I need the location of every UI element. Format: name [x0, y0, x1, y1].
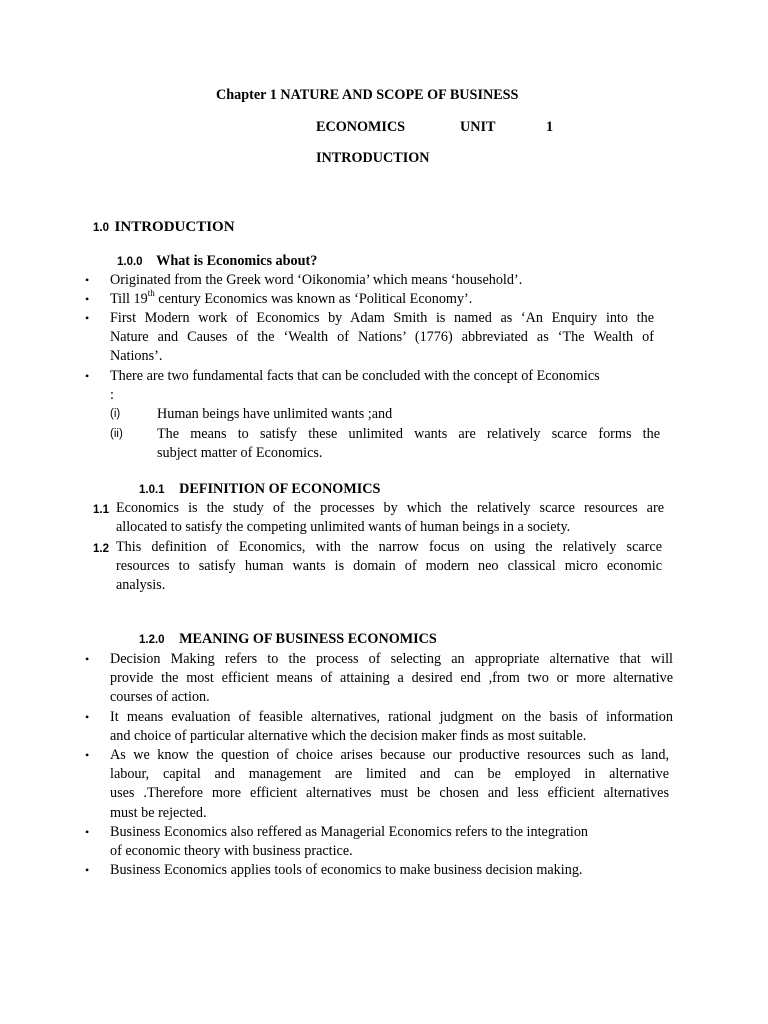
sub-item-line: subject matter of Economics.	[157, 445, 323, 462]
chapter-title: Chapter 1 NATURE AND SCOPE OF BUSINESS	[216, 87, 519, 103]
subsection-heading-meaning	[139, 630, 437, 650]
bullet-icon: •	[85, 311, 90, 325]
paragraph-line: analysis.	[116, 577, 166, 594]
list-item	[110, 823, 650, 861]
list-item-line: and choice of particular alternative which the decision maker finds as most suitable.	[110, 728, 587, 745]
list-item-line: Nature and Causes of the ‘Wealth of Nations’ (1776) abbreviated as ‘The Wealth of	[110, 329, 654, 346]
list-item-line: It means evaluation of feasible alternatives, rational judgment on the basis of information	[110, 709, 673, 725]
title-economics: ECONOMICS	[316, 119, 406, 135]
sub-item-label: (i)	[110, 408, 121, 420]
paragraph-number: 1.2	[93, 543, 109, 555]
list-item-line: Nations’.	[110, 348, 163, 365]
list-item-line: courses of action.	[110, 689, 210, 706]
title-introduction: INTRODUCTION	[316, 150, 430, 166]
subsection-title: MEANING OF BUSINESS ECONOMICS	[179, 631, 437, 647]
definition-paragraph	[116, 499, 664, 537]
list-item-text: Till 19	[110, 291, 148, 307]
definition-paragraph	[116, 538, 662, 596]
subsection-number: 1.0.0	[117, 256, 143, 268]
paragraph-line: Economics is the study of the processes by which the relatively scarce resources are	[116, 500, 664, 516]
bullet-icon: •	[85, 825, 90, 839]
superscript: th	[147, 288, 155, 299]
bullet-icon: •	[85, 652, 90, 666]
sub-item-line: The means to satisfy these unlimited wants are relatively scarce forms the	[157, 426, 660, 442]
paragraph-number: 1.1	[93, 504, 109, 516]
list-item-line: must be rejected.	[110, 804, 207, 821]
list-item-line: Business Economics also reffered as Managerial Economics refers to the integration	[110, 824, 589, 840]
subsection-heading-what-is-economics	[117, 252, 317, 272]
subsection-title: DEFINITION OF ECONOMICS	[179, 481, 381, 497]
list-item	[110, 290, 472, 309]
subsection-title: What is Economics about?	[156, 253, 318, 269]
list-item-line: Decision Making refers to the process of selecting an appropriate alternative that will	[110, 651, 673, 667]
list-item: Originated from the Greek word ‘Oikonomia’ which means ‘household’.	[110, 272, 523, 288]
list-item	[110, 367, 650, 405]
sub-item-label: (ii)	[110, 428, 123, 440]
paragraph-line: resources to satisfy human wants is domain of modern neo classical micro economic	[116, 558, 662, 575]
section-heading-introduction	[93, 218, 235, 238]
title-unit: UNIT	[460, 119, 496, 135]
list-item-text: century Economics was known as ‘Political Economy’.	[154, 291, 473, 307]
list-item-line: There are two fundamental facts that can be concluded with the concept of Economics	[110, 368, 600, 384]
bullet-icon: •	[85, 863, 90, 877]
list-item: Business Economics applies tools of economics to make business decision making.	[110, 862, 583, 878]
section-number: 1.0	[93, 222, 109, 234]
list-item	[110, 708, 673, 746]
section-title: INTRODUCTION	[114, 219, 235, 235]
bullet-icon: •	[85, 710, 90, 724]
list-item-line: provide the most efficient means of attaining a desired end ,from two or more alternative	[110, 670, 673, 687]
list-item-line: uses .Therefore more efficient alternatives must be chosen and less efficient alternatives	[110, 785, 669, 802]
list-item-line: As we know the question of choice arises because our productive resources such as land,	[110, 747, 669, 763]
list-item	[110, 746, 669, 823]
list-item	[110, 650, 673, 708]
list-item	[110, 309, 654, 367]
bullet-icon: •	[85, 292, 90, 306]
bullet-icon: •	[85, 369, 90, 383]
paragraph-line: This definition of Economics, with the narrow focus on using the relatively scarce	[116, 539, 662, 555]
sub-item-text: Human beings have unlimited wants ;and	[157, 406, 393, 422]
subsection-number: 1.0.1	[139, 484, 165, 496]
subsection-heading-definition	[139, 480, 380, 500]
paragraph-line: allocated to satisfy the competing unlimited wants of human beings in a society.	[116, 519, 571, 536]
list-item-line: First Modern work of Economics by Adam Smith is named as ‘An Enquiry into the	[110, 310, 654, 326]
list-item-line: of economic theory with business practice.	[110, 843, 353, 860]
bullet-icon: •	[85, 748, 90, 762]
subsection-number: 1.2.0	[139, 634, 165, 646]
title-unit-number: 1	[546, 119, 554, 135]
list-item-line: :	[110, 387, 114, 404]
bullet-icon: •	[85, 273, 90, 287]
list-item-line: labour, capital and management are limited and can be employed in alternative	[110, 766, 669, 783]
sub-item-text	[157, 425, 660, 463]
